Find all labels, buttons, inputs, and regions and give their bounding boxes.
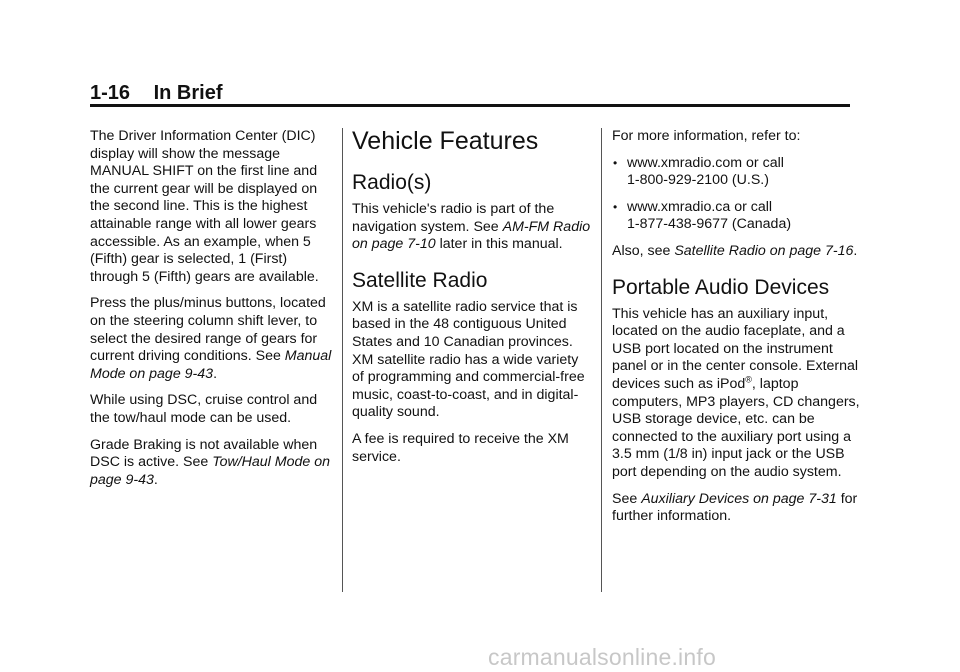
paragraph-text: Grade Braking is not available when DSC is active. See xyxy=(90,436,318,471)
paragraph-text: Also, see xyxy=(612,242,675,259)
list-item-phone: 1-877-438-9677 (Canada) xyxy=(627,216,792,233)
list-item-phone: 1-800-929-2100 (U.S.) xyxy=(627,172,769,189)
paragraph-end: . xyxy=(153,471,158,488)
grade-braking-paragraph xyxy=(90,437,338,490)
satellite-paragraph: XM is a satellite radio service that is based in the 48 contiguous United States and 10 Canadian provinces. XM satellite radio has a wide variety of programming and commercial-free music, coast-to-coast, and in digital-quality sound. xyxy=(352,298,585,421)
cross-reference-tow-haul: Tow/Haul Mode on page 9-43 xyxy=(90,454,330,488)
page-number: 1-16 xyxy=(90,82,131,104)
paragraph-end: later in this manual. xyxy=(435,236,563,253)
info-list xyxy=(612,155,864,234)
plus-minus-paragraph xyxy=(90,295,338,383)
vehicle-features-heading: Vehicle Features xyxy=(352,127,539,155)
list-item xyxy=(612,199,864,234)
column-divider xyxy=(342,128,343,592)
portable-audio-paragraph xyxy=(612,306,864,482)
paragraph-text: This vehicle has an auxiliary input, located on the audio faceplate, and a USB port located on the instrument panel or in the center console. External devices such as iPod xyxy=(612,305,859,392)
list-item-url: www.xmradio.ca or call xyxy=(627,198,773,215)
paragraph-end: for further information. xyxy=(612,490,858,525)
column-divider xyxy=(601,128,602,592)
column-right xyxy=(612,128,864,535)
dic-paragraph: The Driver Information Center (DIC) display will show the message MANUAL SHIFT on the first line and the current gear will be displayed on the second line. This is the highest attainable range with all lower gears accessible. As an example, when 5 (Fifth) gear is selected, 1 (First) through 5 (Fifth) gears are available. xyxy=(90,128,319,285)
section-title: In Brief xyxy=(153,82,223,104)
watermark: carmanualsonline.info xyxy=(488,644,716,670)
more-info-paragraph: For more information, refer to: xyxy=(612,128,801,144)
paragraph-text: Press the plus/minus buttons, located on the steering column shift lever, to select the desired range of gears for current driving conditions. See xyxy=(90,295,326,365)
cross-reference-am-fm: AM-FM Radio on page 7-10 xyxy=(352,218,591,253)
column-middle xyxy=(352,128,592,475)
cross-reference-satellite: Satellite Radio on page 7-16 xyxy=(674,242,854,259)
page-header xyxy=(90,82,223,105)
paragraph-end: . xyxy=(853,242,858,259)
radio-paragraph xyxy=(352,201,592,254)
also-see-paragraph xyxy=(612,243,864,261)
paragraph-end: . xyxy=(213,365,218,382)
portable-audio-heading: Portable Audio Devices xyxy=(612,275,830,299)
dsc-paragraph: While using DSC, cruise control and the tow/haul mode can be used. xyxy=(90,392,318,426)
cross-reference-aux: Auxiliary Devices on page 7-31 xyxy=(641,490,837,507)
fee-paragraph: A fee is required to receive the XM service. xyxy=(352,430,569,465)
registered-mark: ® xyxy=(745,374,752,385)
paragraph-text: This vehicle's radio is part of the navigation system. See xyxy=(352,201,555,235)
radio-heading: Radio(s) xyxy=(352,171,432,194)
column-left xyxy=(90,128,338,498)
bullet-icon: • xyxy=(613,199,618,214)
list-item-url: www.xmradio.com or call xyxy=(627,154,784,171)
bullet-icon: • xyxy=(613,155,618,170)
paragraph-text: See xyxy=(612,490,642,507)
satellite-radio-heading: Satellite Radio xyxy=(352,268,488,292)
cross-reference-manual-mode: Manual Mode on page 9-43 xyxy=(90,348,332,382)
list-item xyxy=(612,155,864,190)
aux-devices-paragraph xyxy=(612,491,864,526)
header-rule xyxy=(90,104,850,107)
paragraph-text: , laptop computers, MP3 players, CD changers, USB storage device, etc. can be connected to the auxiliary port using a 3.5 mm (1/8 in) input jack or the USB port depending on the audio system. xyxy=(612,375,860,480)
